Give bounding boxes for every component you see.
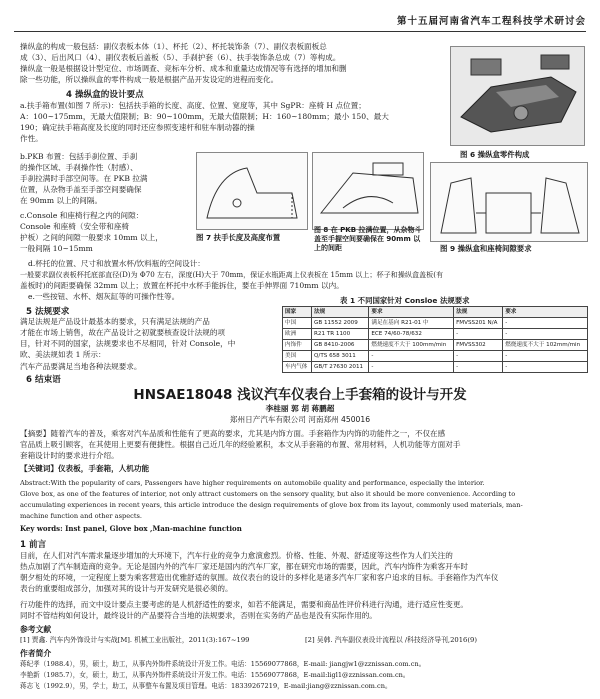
intro-line: 除一些功能，所以操纵盒的零件构成一般是根据产品开发设定的进程而变化。 [20,75,279,84]
console-parts-drawing [451,47,585,146]
table-cell: 燃烧速度不大于 102mm/min [503,340,588,351]
table-1 [282,306,588,373]
figure-7-armrest [196,152,308,230]
author-bio: 李艳新（1985.7），女，硕士，助工，从事内外饰件系统设计开发工作。电话：15569077868，E-mail:ligl1@zznissan.com.cn。 [20,671,410,679]
pkb-line: 的操作区域、手刹操作性（肘感）、 [20,163,138,172]
table-cell: - [369,351,454,362]
reference-item: [2] 吴韩. 汽车副仪表设计流程以 /科技经济导刊,2016(9) [305,636,477,644]
pkb-line: 手刹拉满时手部空间等。在 PKB 拉满 [20,174,148,183]
figure-7-caption: 图 7 扶手长度及高度布置 [196,233,281,242]
figure-8-caption: 图 8 在 PKB 拉满位置，从杂物斗盖至手握空间要确保在 90mm 以上的间距 [314,226,422,252]
sec5-line: 才能在市场上销售，故在产品设计之初就要核查设计法规的项 [20,328,226,337]
sec5-line: 目，针对不同的国家，法规要求也不尽相同，针对 Console，中 [20,339,236,348]
paper-2-sec1-line: 热点加剧了汽车制造商的竞争。无论是国内外的汽车厂家还是国内的汽车厂家，都在研究市场的需要，因此，汽车内饰件为乘客开车时 [20,562,469,571]
sec4-line: 作性。 [20,134,43,143]
paper-2-section-1-heading: 1 前言 [20,540,47,550]
sec4-line: A：100~175mm，无最大值限制；B：90~100mm，无最大值限制；H：160~180mm；最小 150、最大 [20,112,389,121]
sec6-line: 同时不管结构如何设计，最终设计的产品要符合当地的法规要求，否则在实务的产品也是没有实际作用的。 [20,611,377,620]
console-line: 一般间隔 10~15mm [20,244,93,253]
table-cell: GB 8410-2006 [312,340,369,351]
sec5-line: 满足法规是产品设计最基本的要求，只有满足法规的产品 [20,317,210,326]
table-header-cell: 法规 [312,307,369,318]
table-cell: GB 11552 2009 [312,318,369,329]
keywords-en: Key words: Inst panel, Glove box ,Man-machine function [20,524,242,533]
table-cell: - [454,351,503,362]
table-cell: 车内气体 [283,362,312,373]
table-cell: 内饰件 [283,340,312,351]
figure-9-caption: 图 9 操纵盒和座椅间隙要求 [440,244,532,253]
figure-9-seat-gap [430,162,588,242]
table-cell: R21 TR 1100 [312,329,369,340]
pkb-line: 位置，从杂物手盖至手部空间要确保 [20,185,142,194]
table-header-cell: 法规 [454,307,503,318]
figure-8-pkb [312,152,424,230]
section-4-heading: 4 操纵盒的设计要点 [66,90,144,100]
abstract-cn-line: 【摘要】随着汽车的普及，乘客对汽车品质和性能有了更高的要求，尤其是内饰方面。手套箱作为内饰的功能件之一，不仅在感 [20,429,446,438]
table-cell: GB/T 27630 2011 [312,362,369,373]
cup-line: 盖板时)的间距要确保 32mm 以上；放置在杯托中水杯手能拆住，要在手伸界面 710mm 以内。 [20,281,344,290]
table-cell: - [369,362,454,373]
table-cell: - [503,362,588,373]
paper-2-sec1-line: 朝夕相处的环境，一定程度上要为乘客营造出优雅舒适的氛围。故仪表台的设计的多样化是诸多汽车厂家和客户追求的目标。手套箱作为汽车仪 [20,573,499,582]
paper-2-authors: 李桂丽 郭 胡 蒋鹏超 [265,404,335,413]
references-heading: 参考文献 [20,625,52,634]
table-row [283,351,588,362]
table-cell: 美国 [283,351,312,362]
cup-line: d.杯托的位置、尺寸和放置水杯/饮料瓶的空间设计： [28,259,205,268]
intro-line: 操纵盒一般是根据设计型定位、市场调查、竞标车分析、成本和重量达成情况等有选择的增加和删 [20,64,347,73]
author-bio: 蒋纪孝（1988.4），男，硕士，助工，从事内外饰件系统设计开发工作。电话：15569077868，E-mail: jiangjw1@zznissan.com.cn。 [20,660,426,668]
table-cell: - [454,362,503,373]
console-line: c.Console 和座椅行程之内的间隙： [20,211,144,220]
table-cell: - [503,329,588,340]
table-cell: 满足在基向 R21-01 中 [369,318,454,329]
seat-gap-drawing [431,163,588,242]
paper-2-sec1-line: 目前，在人们对汽车需求量逐步增加的大环境下，汽车行业的竞争力愈演愈烈。价格、性能、外观、舒适度等这些作为人们关注的 [20,551,453,560]
table-header-cell: 要求 [503,307,588,318]
table-row [283,329,588,340]
sec5-line: 欧、美法规如表 1 所示： [20,350,106,359]
keywords-cn: 【关键词】仪表板，手套箱，人机功能 [20,464,150,473]
table-cell: 燃烧速度不大于 100mm/min [369,340,454,351]
intro-line: 成（3）、后出风口（4）、副仪表板后盖板（5）、手刹护套（6）、扶手装饰条总成（7）等构成。 [20,53,341,62]
table-cell: 中国 [283,318,312,329]
pkb-line: b.PKB 布置：包括手刹位置、手刹 [20,152,138,161]
table-cell: - [503,351,588,362]
abstract-en-line: machine function and other aspects. [20,512,142,520]
figure-6-caption: 图 6 操纵盒零件构成 [460,150,530,159]
abstract-en-line: Abstract:With the popularity of cars, Passengers have higher requirements on automobile quality and performance, especially the interior. [20,479,485,487]
table-row [283,318,588,329]
table-cell: FMVSS201 N/A [454,318,503,329]
table-header-cell: 国家 [283,307,312,318]
author-bio: 蒋志飞（1992.9），男，学士，助工，从事整车布置及项目管理。电话：18339267219，E-mail:jiang@zznissan.com.cn。 [20,682,392,690]
intro-line: 操纵盒的构成一般包括：副仪表板本体（1）、杯托（2）、杯托装饰条（7）、副仪表板面板总 [20,42,327,51]
table-row [283,340,588,351]
running-header [14,8,586,32]
console-line: Console 和座椅（安全带和座椅 [20,222,130,231]
paper-2-affiliation: 郑州日产汽车有限公司 河南郑州 450016 [229,415,371,424]
sec5-line: 汽车产品要满足当地各种法规要求。 [20,362,142,371]
reference-item: [1] 贾鑫. 汽车内外饰设计与实战[M]. 机械工业出版社，2011(3):167~199 [20,636,250,644]
section-5-heading: 5 法规要求 [26,307,70,317]
table-header-row [283,307,588,318]
abstract-en-line: accumulating experiences in recent years, this article introduce the design requirements of glove box from its layout, commonly used materials, man- [20,501,523,509]
abstract-cn-line: 套箱设计时的要求进行介绍。 [20,451,119,460]
table-cell: - [503,318,588,329]
table-cell: ECE 74/60-78/632 [369,329,454,340]
sec4-line: 190；确定扶手箱高度及长度的同时还应参照变速杆和驻车制动器的操 [20,123,255,132]
header-title: 第十五届河南省汽车工程科技学术研讨会 [396,16,586,27]
pkb-line: 在 90mm 以上的间隔。 [20,196,103,205]
paper-2-sec1-line: 表台的重要组成部分，加强对其的设计与开发研究是很必须的。 [20,584,233,593]
cup-line: e.一些按钮、水杯、烟灰缸等的可操作性等。 [28,292,180,301]
table-cell: FMVSS302 [454,340,503,351]
table-1-caption: 表 1 不同国家针对 Consloe 法规要求 [340,296,470,305]
abstract-cn-line: 官品质上吸引顾客，在其使用上更要有便捷性。根据自己近几年的经验累积，本文从手套箱的布置、常用材料，人机功能等方面对手 [20,440,461,449]
pkb-drawing [313,153,424,230]
table-row [283,362,588,373]
armrest-drawing [197,153,308,230]
section-6-heading: 6 结束语 [26,375,61,385]
table-cell: Q/TS 658 3011 [312,351,369,362]
console-line: 护板）之间的间隙一般要求 10mm 以上， [20,233,163,242]
table-header-cell: 要求 [369,307,454,318]
sec4-line: a.扶手箱布置(如图 7 所示)：包括扶手箱的长度、高度、位置、宽度等，其中 SgPR：座椅 H 点位置； [20,101,366,110]
sec6-line: 行功能件的选择，而文中设计要点主要考虑的是人机舒适性的要求，如若不能满足，需要和商品性评价科进行沟通，进行适应性变更。 [20,600,469,609]
paper-2-title: HNSAE18048 浅议汽车仪表台上手套箱的设计与开发 [133,387,467,403]
figure-6-console-parts [450,46,585,146]
cup-line: 一般要求副仪表板杯托底部直径(D)为 Φ70 左右，深度(H)大于 70mm，保证水瓶距离上仪表板在 15mm 以上；杯子和操纵盒盖板(有 [20,270,444,279]
abstract-en-line: Glove box, as one of the features of interior, not only attract customers on the sensory quality, but also it should be more convenience. According to [20,490,516,498]
authors-heading: 作者简介 [20,649,52,658]
table-cell: 欧洲 [283,329,312,340]
table-cell: - [454,329,503,340]
